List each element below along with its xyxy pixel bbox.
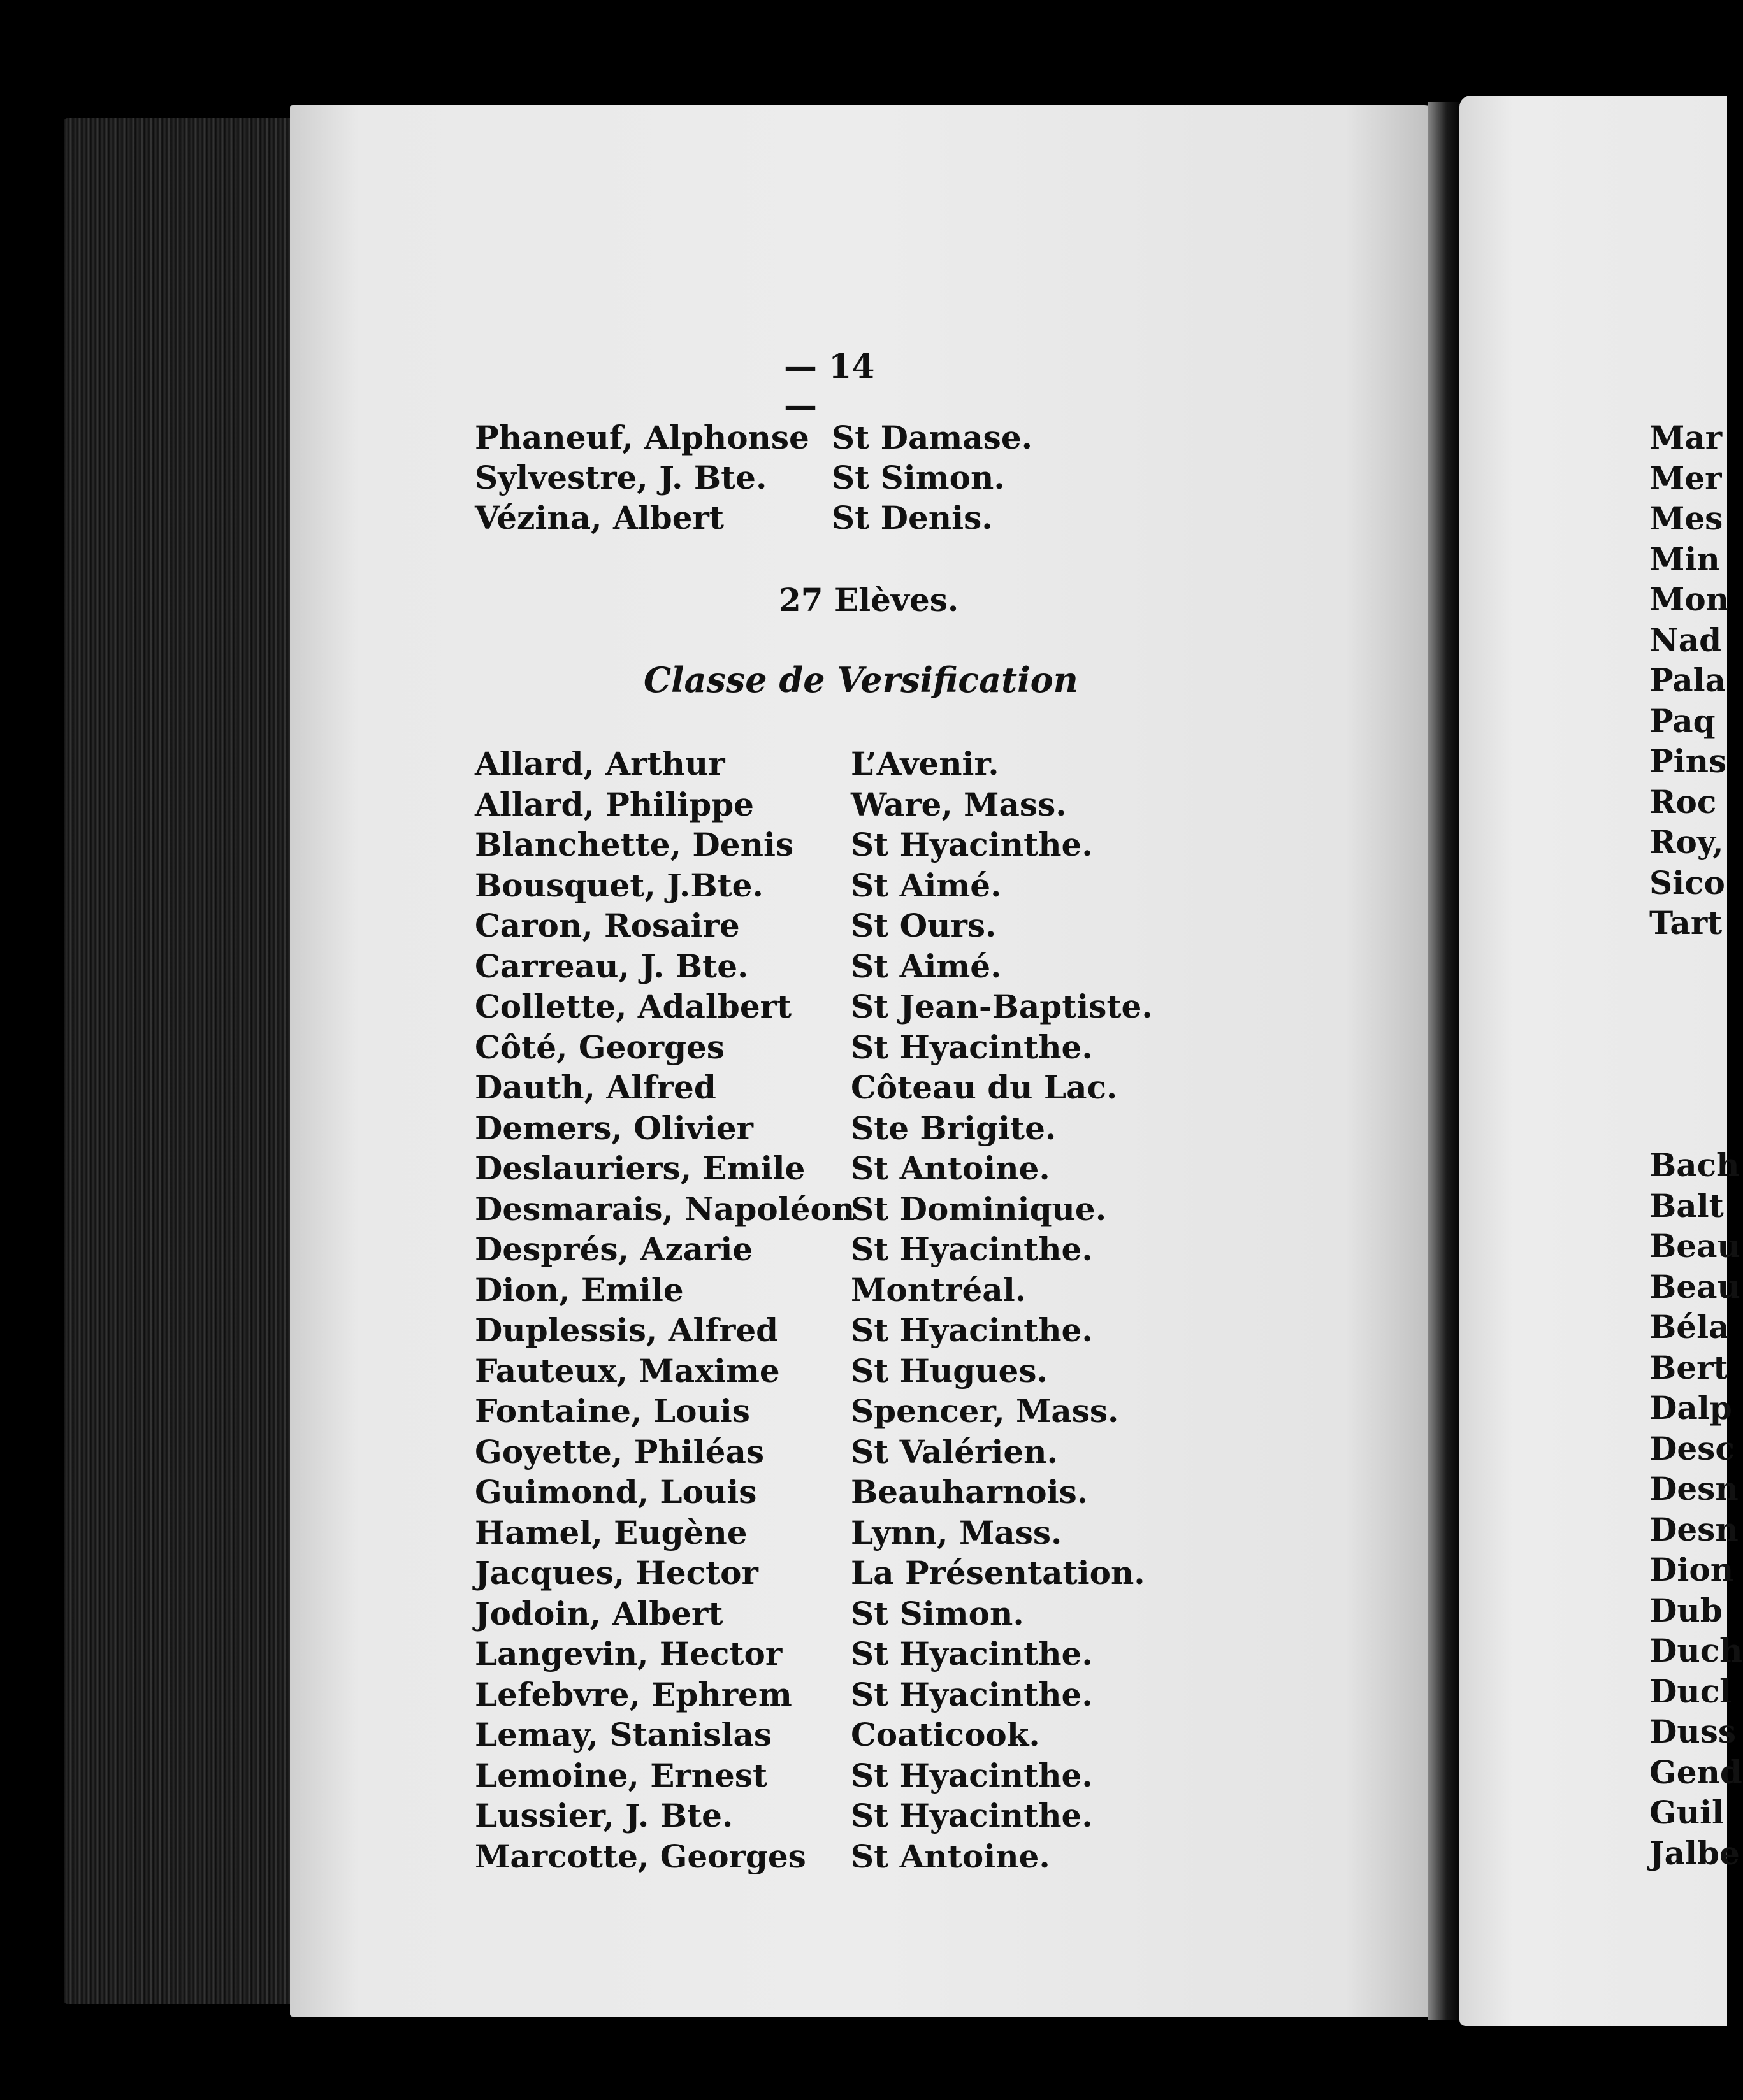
student-place: St Simon. — [832, 459, 1005, 496]
student-place: St Valérien. — [851, 1432, 1058, 1471]
student-name: Lemoine, Ernest — [475, 1756, 768, 1794]
student-place: Ste Brigite. — [851, 1109, 1057, 1147]
right-page-name-fragment: Mer — [1649, 459, 1722, 497]
right-page-name-fragment: Mes — [1649, 500, 1723, 537]
student-place: St Hyacinthe. — [851, 1756, 1093, 1794]
student-name: Sylvestre, J. Bte. — [475, 459, 767, 496]
right-page-name-fragment: Sico — [1649, 863, 1725, 902]
student-place: St Hyacinthe. — [851, 1230, 1093, 1268]
right-page-name-fragment: Duch — [1649, 1632, 1743, 1669]
student-name: Dauth, Alfred — [475, 1068, 716, 1106]
student-name: Lemay, Stanislas — [475, 1716, 772, 1753]
student-place: St Damase. — [832, 419, 1033, 456]
student-name: Côté, Georges — [475, 1028, 725, 1066]
student-name: Allard, Philippe — [475, 785, 754, 823]
student-place: St Ours. — [851, 907, 997, 944]
student-place: Coaticook. — [851, 1716, 1040, 1753]
right-page-name-fragment: Beau — [1649, 1227, 1740, 1265]
student-place: St Simon. — [851, 1594, 1024, 1632]
right-page-name-fragment: Roc — [1649, 782, 1717, 821]
right-page-name-fragment: Desc — [1649, 1429, 1735, 1467]
student-place: St Antoine. — [851, 1837, 1050, 1875]
student-name: Després, Azarie — [475, 1230, 753, 1268]
book-page-edges — [64, 118, 300, 2004]
student-place: Beauharnois. — [851, 1473, 1088, 1511]
right-page-name-fragment: Roy, — [1649, 823, 1724, 861]
student-place: L’Avenir. — [851, 745, 999, 782]
student-name: Fontaine, Louis — [475, 1392, 750, 1430]
right-page-name-fragment: Jalbe — [1649, 1834, 1740, 1872]
student-name: Collette, Adalbert — [475, 988, 792, 1025]
right-page-name-fragment: Guil — [1649, 1794, 1725, 1831]
student-name: Lefebvre, Ephrem — [475, 1675, 792, 1713]
right-page-name-fragment: Mar — [1649, 419, 1723, 456]
right-page-name-fragment: Min — [1649, 540, 1720, 578]
student-name: Goyette, Philéas — [475, 1432, 765, 1471]
student-place: St Dominique. — [851, 1190, 1107, 1228]
right-page-name-fragment: Beau — [1649, 1267, 1740, 1305]
student-place: Spencer, Mass. — [851, 1392, 1119, 1430]
right-page-name-fragment: Desn — [1649, 1470, 1739, 1507]
right-page-name-fragment: Pala — [1649, 661, 1726, 699]
right-page-name-fragment: Desn — [1649, 1510, 1739, 1548]
student-place: St Hyacinthe. — [851, 1675, 1093, 1713]
student-place: St Hyacinthe. — [851, 1028, 1093, 1066]
student-place: St Hyacinthe. — [851, 826, 1093, 863]
student-name: Demers, Olivier — [475, 1109, 753, 1147]
right-page-name-fragment: Mon — [1649, 580, 1730, 618]
student-name: Guimond, Louis — [475, 1473, 757, 1511]
student-name: Fauteux, Maxime — [475, 1351, 780, 1390]
student-name: Caron, Rosaire — [475, 907, 740, 944]
student-place: St Antoine. — [851, 1149, 1050, 1187]
student-place: St Denis. — [832, 499, 993, 536]
right-page-name-fragment: Paq — [1649, 701, 1716, 740]
right-page-name-fragment: Dalp — [1649, 1389, 1732, 1427]
right-page-name-fragment: Duss — [1649, 1713, 1737, 1750]
right-page-name-fragment: Nad — [1649, 621, 1722, 659]
right-page-name-fragment: Béla — [1649, 1308, 1730, 1346]
student-count: 27 Elèves. — [779, 581, 959, 619]
book-spine — [1428, 102, 1463, 2020]
student-place: Montréal. — [851, 1270, 1027, 1309]
student-name: Bousquet, J.Bte. — [475, 866, 763, 904]
student-name: Desmarais, Napoléon — [475, 1190, 855, 1228]
student-name: Jacques, Hector — [475, 1554, 758, 1592]
student-name: Carreau, J. Bte. — [475, 947, 749, 985]
student-place: St Aimé. — [851, 947, 1002, 985]
student-place: St Hugues. — [851, 1351, 1048, 1390]
page-number: — 14 — — [784, 347, 875, 425]
right-page-name-fragment: Dion — [1649, 1551, 1734, 1588]
student-name: Blanchette, Denis — [475, 826, 794, 863]
student-place: St Hyacinthe. — [851, 1797, 1093, 1834]
student-place: La Présentation. — [851, 1554, 1145, 1592]
student-name: Langevin, Hector — [475, 1635, 783, 1672]
student-name: Phaneuf, Alphonse — [475, 419, 809, 456]
student-name: Hamel, Eugène — [475, 1513, 748, 1551]
student-name: Marcotte, Georges — [475, 1837, 806, 1875]
student-name: Deslauriers, Emile — [475, 1149, 806, 1187]
student-name: Vézina, Albert — [475, 499, 724, 536]
student-place: Lynn, Mass. — [851, 1513, 1062, 1551]
right-page-name-fragment: Dub — [1649, 1591, 1723, 1629]
right-page-name-fragment: Ducl — [1649, 1672, 1732, 1710]
student-place: St Jean-Baptiste. — [851, 988, 1153, 1025]
right-page-name-fragment: Pins — [1649, 742, 1727, 780]
section-heading: Classe de Versification — [644, 659, 1078, 700]
student-place: Côteau du Lac. — [851, 1068, 1118, 1106]
student-place: Ware, Mass. — [851, 785, 1067, 823]
student-name: Lussier, J. Bte. — [475, 1797, 734, 1834]
student-name: Duplessis, Alfred — [475, 1311, 779, 1349]
student-place: St Hyacinthe. — [851, 1635, 1093, 1672]
right-page-name-fragment: Tart — [1649, 904, 1723, 942]
right-page-name-fragment: Bert — [1649, 1348, 1728, 1386]
right-page-name-fragment: Gend — [1649, 1753, 1742, 1791]
student-name: Jodoin, Albert — [475, 1594, 723, 1632]
student-name: Allard, Arthur — [475, 745, 725, 782]
student-place: St Hyacinthe. — [851, 1311, 1093, 1349]
student-name: Dion, Emile — [475, 1270, 684, 1309]
student-place: St Aimé. — [851, 866, 1002, 904]
right-page-name-fragment: Balt — [1649, 1186, 1724, 1225]
right-page-name-fragment: Bach — [1649, 1146, 1740, 1184]
